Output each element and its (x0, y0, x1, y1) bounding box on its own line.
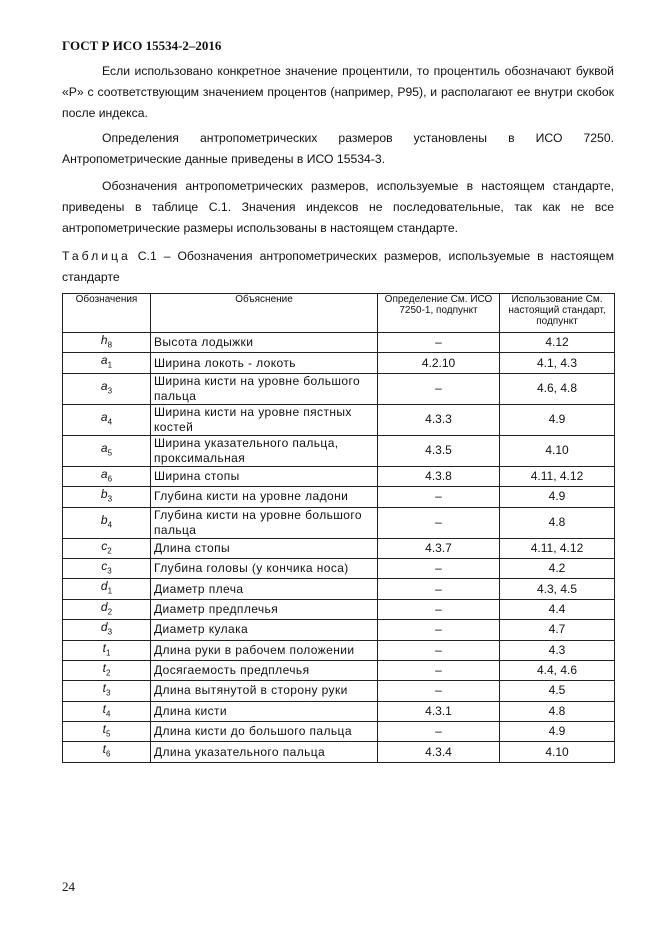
symbol-letter: a (100, 353, 108, 368)
definition-cell: 4.3.8 (378, 466, 500, 486)
description-cell: Диаметр кулака (151, 620, 378, 640)
table-caption-text: С.1 – Обозначения антропометрических размеров, используемые в настоящем стандарте (62, 249, 614, 284)
symbol-letter: t (102, 742, 106, 757)
description-cell: Глубина головы (у кончика носа) (151, 558, 378, 578)
symbol-cell (63, 538, 151, 558)
usage-cell: 4.9 (500, 487, 615, 507)
usage-cell: 4.3 (500, 640, 615, 660)
description-cell: Длина кисти (151, 701, 378, 721)
symbol-letter: a (100, 466, 108, 481)
symbol-index: 6 (105, 749, 111, 759)
usage-cell: 4.8 (500, 701, 615, 721)
description-cell: Длина кисти до большого пальца (151, 722, 378, 742)
symbol-index: 3 (107, 566, 112, 576)
symbol-letter: t (102, 660, 106, 675)
definition-cell: – (378, 660, 500, 680)
definition-cell: 4.3.7 (378, 538, 500, 558)
description-cell: Длина указательного пальца (151, 742, 378, 762)
symbol-index: 8 (107, 340, 113, 350)
symbol-letter: c (101, 558, 108, 573)
definition-cell: 4.2.10 (378, 353, 500, 373)
usage-cell: 4.12 (500, 333, 615, 353)
symbol-letter: t (102, 701, 106, 716)
table-row (63, 579, 615, 599)
description-cell: Глубина кисти на уровне ладони (151, 487, 378, 507)
symbol-cell (63, 435, 151, 466)
symbol-cell (63, 742, 151, 762)
symbol-letter: a (100, 379, 108, 394)
symbol-letter: d (100, 579, 108, 594)
table-row (63, 742, 615, 762)
paragraph-symbols (62, 176, 614, 239)
table-row (63, 701, 615, 721)
symbol-index: 3 (107, 386, 113, 396)
symbol-index: 1 (105, 647, 111, 657)
page-number: 24 (62, 879, 75, 894)
table-row (63, 404, 615, 435)
table-caption-label: Таблица (62, 249, 131, 263)
table-row (63, 353, 615, 373)
symbol-index: 3 (107, 494, 113, 504)
table-row (63, 507, 615, 538)
paragraph-text: Определения антропометрических размеров установлены в ИСО 7250. Антропометрические данные приведены в ИСО 15534-3. (62, 131, 614, 166)
description-cell: Длина руки в рабочем положении (151, 640, 378, 660)
symbol-letter: h (100, 333, 108, 347)
usage-cell: 4.9 (500, 404, 615, 435)
table-body (63, 333, 615, 763)
usage-cell: 4.2 (500, 558, 615, 578)
usage-cell: 4.11, 4.12 (500, 538, 615, 558)
definition-cell: – (378, 620, 500, 640)
usage-cell: 4.6, 4.8 (500, 373, 615, 404)
table-caption (62, 246, 614, 288)
description-cell: Ширина стопы (151, 466, 378, 486)
symbol-cell (63, 466, 151, 486)
description-cell: Глубина кисти на уровне большого пальца (151, 507, 378, 538)
description-cell: Диаметр плеча (151, 579, 378, 599)
table-row (63, 681, 615, 701)
symbol-index: 2 (105, 668, 111, 678)
definition-cell: 4.3.1 (378, 701, 500, 721)
header-usage: Использование См. настоящий стандарт, подпункт (500, 294, 615, 333)
definition-cell: – (378, 579, 500, 599)
definition-cell: 4.3.3 (378, 404, 500, 435)
table-row (63, 538, 615, 558)
symbol-cell (63, 404, 151, 435)
definition-cell: – (378, 640, 500, 660)
usage-cell: 4.9 (500, 722, 615, 742)
usage-cell: 4.10 (500, 435, 615, 466)
usage-cell: 4.3, 4.5 (500, 579, 615, 599)
table-header-row (63, 294, 615, 333)
description-cell: Ширина кисти на уровне большого пальца (151, 373, 378, 404)
symbol-index: 2 (107, 545, 112, 555)
usage-cell: 4.1, 4.3 (500, 353, 615, 373)
symbol-cell (63, 722, 151, 742)
description-cell: Ширина указательного пальца, проксимальная (151, 435, 378, 466)
paragraph-text: Обозначения антропометрических размеров, используемые в настоящем стандарте, приведены в таблице С.1. Значения индексов не последовательные, так как не все антропометрические размеры использованы в настоящем стандарте. (62, 179, 614, 235)
description-cell: Диаметр предплечья (151, 599, 378, 619)
definition-cell: – (378, 681, 500, 701)
definition-cell: 4.3.4 (378, 742, 500, 762)
table-row (63, 373, 615, 404)
definition-cell: – (378, 487, 500, 507)
paragraph-percentile (62, 61, 614, 124)
table-row (63, 558, 615, 578)
usage-cell: 4.5 (500, 681, 615, 701)
symbol-cell (63, 487, 151, 507)
symbol-index: 4 (105, 709, 111, 719)
paragraph-text: Если использовано конкретное значение процентили, то процентиль обозначают буквой «P» с соответствующим значением процентов (например, P95), и располагают ее внутри скобок после индекса. (62, 64, 614, 120)
symbol-letter: t (102, 681, 106, 696)
definition-cell: – (378, 373, 500, 404)
symbol-index: 5 (107, 448, 113, 458)
paragraph-definitions (62, 128, 614, 170)
symbol-index: 4 (107, 520, 113, 530)
definition-cell: – (378, 333, 500, 353)
symbol-letter: d (100, 620, 108, 635)
table-row (63, 435, 615, 466)
definition-cell: – (378, 558, 500, 578)
symbol-letter: b (100, 487, 108, 502)
symbol-cell (63, 701, 151, 721)
usage-cell: 4.7 (500, 620, 615, 640)
symbol-cell (63, 373, 151, 404)
description-cell: Высота лодыжки (151, 333, 378, 353)
table-row (63, 660, 615, 680)
symbols-table (62, 293, 615, 763)
table-row (63, 333, 615, 353)
description-cell: Длина вытянутой в сторону руки (151, 681, 378, 701)
symbol-index: 3 (107, 627, 113, 637)
description-cell: Ширина локоть - локоть (151, 353, 378, 373)
definition-cell: – (378, 599, 500, 619)
usage-cell: 4.11, 4.12 (500, 466, 615, 486)
symbol-letter: a (100, 410, 108, 425)
symbol-index: 2 (107, 607, 113, 617)
definition-cell: – (378, 722, 500, 742)
header-explanation: Объяснение (151, 294, 378, 333)
definition-cell: – (378, 507, 500, 538)
definition-cell: 4.3.5 (378, 435, 500, 466)
symbol-letter: t (102, 722, 106, 737)
symbol-letter: c (101, 538, 108, 553)
header-definition: Определение См. ИСО 7250-1, подпункт (378, 294, 500, 333)
symbol-cell (63, 353, 151, 373)
symbol-cell (63, 507, 151, 538)
symbol-cell (63, 640, 151, 660)
symbol-letter: a (100, 441, 108, 456)
symbol-cell (63, 579, 151, 599)
table-row (63, 466, 615, 486)
table-row (63, 620, 615, 640)
symbol-cell (63, 660, 151, 680)
symbol-index: 3 (105, 688, 111, 698)
table-row (63, 487, 615, 507)
table-row (63, 722, 615, 742)
symbol-cell (63, 558, 151, 578)
usage-cell: 4.4 (500, 599, 615, 619)
symbol-cell (63, 333, 151, 353)
symbol-index: 6 (107, 474, 113, 484)
symbol-letter: b (100, 512, 108, 527)
symbol-cell (63, 681, 151, 701)
usage-cell: 4.10 (500, 742, 615, 762)
table-row (63, 640, 615, 660)
description-cell: Длина стопы (151, 538, 378, 558)
symbol-index: 1 (107, 360, 113, 370)
table-row (63, 599, 615, 619)
symbol-letter: t (102, 640, 106, 655)
usage-cell: 4.8 (500, 507, 615, 538)
symbol-cell (63, 620, 151, 640)
symbol-index: 1 (107, 586, 113, 596)
symbol-cell (63, 599, 151, 619)
usage-cell: 4.4, 4.6 (500, 660, 615, 680)
description-cell: Досягаемость предплечья (151, 660, 378, 680)
symbol-index: 5 (105, 729, 111, 739)
document-header: ГОСТ Р ИСО 15534-2–2016 (62, 38, 222, 53)
symbol-letter: d (100, 599, 108, 614)
symbol-index: 4 (107, 417, 113, 427)
description-cell: Ширина кисти на уровне пястных костей (151, 404, 378, 435)
header-symbols: Обозначения (63, 294, 151, 333)
